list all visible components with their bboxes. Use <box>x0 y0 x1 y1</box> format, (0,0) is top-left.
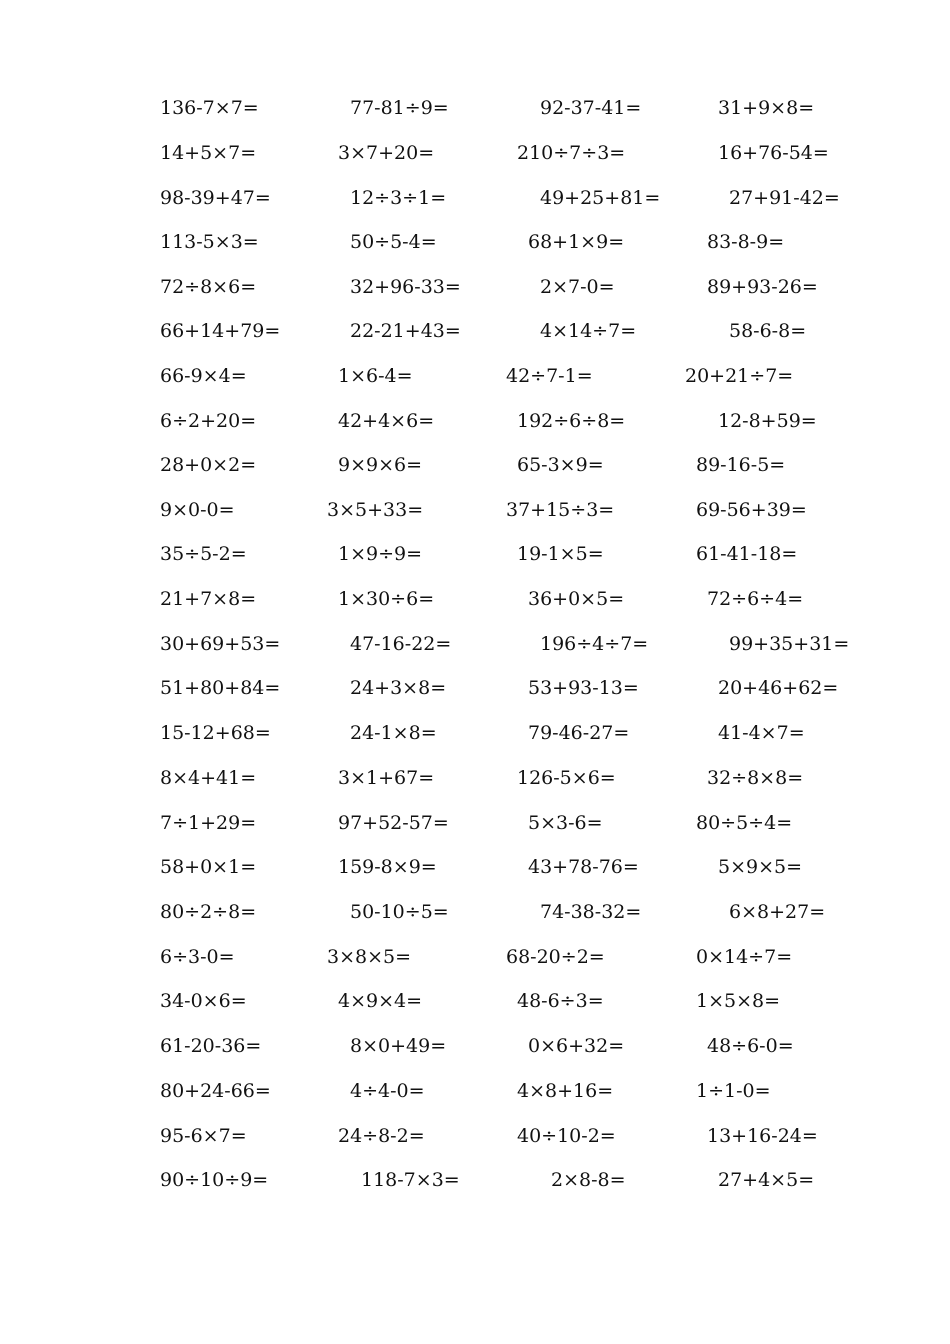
arithmetic-problem: 37+15÷3= <box>506 499 615 521</box>
problem-row <box>0 406 950 436</box>
arithmetic-problem: 3×5+33= <box>327 499 424 521</box>
problem-row <box>0 138 950 168</box>
arithmetic-problem: 27+4×5= <box>718 1169 815 1191</box>
arithmetic-problem: 118-7×3= <box>361 1169 460 1191</box>
arithmetic-problem: 51+80+84= <box>160 677 281 699</box>
arithmetic-problem: 58-6-8= <box>729 320 807 342</box>
problem-row <box>0 93 950 123</box>
arithmetic-problem: 47-16-22= <box>350 633 452 655</box>
problem-row <box>0 316 950 346</box>
arithmetic-problem: 32+96-33= <box>350 276 461 298</box>
arithmetic-problem: 90÷10÷9= <box>160 1169 269 1191</box>
arithmetic-problem: 19-1×5= <box>517 543 604 565</box>
arithmetic-problem: 42+4×6= <box>338 410 435 432</box>
arithmetic-problem: 7÷1+29= <box>160 812 257 834</box>
arithmetic-problem: 79-46-27= <box>528 722 630 744</box>
arithmetic-problem: 20+46+62= <box>718 677 839 699</box>
arithmetic-problem: 20+21÷7= <box>685 365 794 387</box>
problem-row <box>0 361 950 391</box>
problem-row <box>0 897 950 927</box>
arithmetic-problem: 80÷5÷4= <box>696 812 793 834</box>
arithmetic-problem: 35÷5-2= <box>160 543 247 565</box>
arithmetic-problem: 15-12+68= <box>160 722 271 744</box>
arithmetic-problem: 80+24-66= <box>160 1080 271 1102</box>
arithmetic-problem: 24-1×8= <box>350 722 437 744</box>
arithmetic-problem: 0×14÷7= <box>696 946 793 968</box>
arithmetic-problem: 69-56+39= <box>696 499 807 521</box>
arithmetic-problem: 210÷7÷3= <box>517 142 626 164</box>
problem-row <box>0 1121 950 1151</box>
arithmetic-problem: 22-21+43= <box>350 320 461 342</box>
arithmetic-problem: 49+25+81= <box>540 187 661 209</box>
problem-row <box>0 584 950 614</box>
arithmetic-problem: 113-5×3= <box>160 231 259 253</box>
arithmetic-problem: 5×3-6= <box>528 812 603 834</box>
arithmetic-problem: 1×9÷9= <box>338 543 423 565</box>
arithmetic-problem: 83-8-9= <box>707 231 785 253</box>
arithmetic-problem: 159-8×9= <box>338 856 437 878</box>
arithmetic-problem: 61-20-36= <box>160 1035 262 1057</box>
problem-row <box>0 718 950 748</box>
arithmetic-problem: 28+0×2= <box>160 454 257 476</box>
problem-row <box>0 450 950 480</box>
arithmetic-problem: 21+7×8= <box>160 588 257 610</box>
problem-row <box>0 227 950 257</box>
arithmetic-problem: 95-6×7= <box>160 1125 247 1147</box>
arithmetic-problem: 9×0-0= <box>160 499 235 521</box>
problem-row <box>0 539 950 569</box>
arithmetic-problem: 6×8+27= <box>729 901 826 923</box>
arithmetic-problem: 136-7×7= <box>160 97 259 119</box>
arithmetic-problem: 74-38-32= <box>540 901 642 923</box>
arithmetic-problem: 24÷8-2= <box>338 1125 425 1147</box>
problem-row <box>0 986 950 1016</box>
arithmetic-problem: 77-81÷9= <box>350 97 449 119</box>
arithmetic-problem: 61-41-18= <box>696 543 798 565</box>
problem-row <box>0 183 950 213</box>
arithmetic-problem: 48÷6-0= <box>707 1035 794 1057</box>
arithmetic-problem: 12-8+59= <box>718 410 817 432</box>
problem-row <box>0 763 950 793</box>
arithmetic-problem: 14+5×7= <box>160 142 257 164</box>
arithmetic-problem: 5×9×5= <box>718 856 803 878</box>
arithmetic-problem: 50÷5-4= <box>350 231 437 253</box>
arithmetic-problem: 3×7+20= <box>338 142 435 164</box>
arithmetic-problem: 42÷7-1= <box>506 365 593 387</box>
arithmetic-problem: 126-5×6= <box>517 767 616 789</box>
arithmetic-problem: 8×4+41= <box>160 767 257 789</box>
arithmetic-problem: 34-0×6= <box>160 990 247 1012</box>
arithmetic-problem: 98-39+47= <box>160 187 271 209</box>
arithmetic-problem: 53+93-13= <box>528 677 639 699</box>
problem-row <box>0 495 950 525</box>
arithmetic-problem: 36+0×5= <box>528 588 625 610</box>
arithmetic-problem: 89-16-5= <box>696 454 786 476</box>
arithmetic-problem: 66+14+79= <box>160 320 281 342</box>
arithmetic-problem: 80÷2÷8= <box>160 901 257 923</box>
problem-row <box>0 1165 950 1195</box>
arithmetic-problem: 3×8×5= <box>327 946 412 968</box>
arithmetic-problem: 0×6+32= <box>528 1035 625 1057</box>
arithmetic-problem: 192÷6÷8= <box>517 410 626 432</box>
arithmetic-problem: 1÷1-0= <box>696 1080 771 1102</box>
arithmetic-problem: 2×7-0= <box>540 276 615 298</box>
problem-row <box>0 942 950 972</box>
problem-row <box>0 852 950 882</box>
problem-row <box>0 808 950 838</box>
problem-row <box>0 1031 950 1061</box>
arithmetic-problem: 68-20÷2= <box>506 946 605 968</box>
arithmetic-problem: 6÷2+20= <box>160 410 257 432</box>
arithmetic-problem: 8×0+49= <box>350 1035 447 1057</box>
arithmetic-problem: 72÷8×6= <box>160 276 257 298</box>
arithmetic-problem: 4×8+16= <box>517 1080 614 1102</box>
arithmetic-problem: 40÷10-2= <box>517 1125 616 1147</box>
arithmetic-problem: 92-37-41= <box>540 97 642 119</box>
arithmetic-problem: 72÷6÷4= <box>707 588 804 610</box>
arithmetic-problem: 4÷4-0= <box>350 1080 425 1102</box>
arithmetic-problem: 30+69+53= <box>160 633 281 655</box>
arithmetic-problem: 89+93-26= <box>707 276 818 298</box>
problem-row <box>0 673 950 703</box>
problem-row <box>0 1076 950 1106</box>
arithmetic-problem: 97+52-57= <box>338 812 449 834</box>
arithmetic-problem: 48-6÷3= <box>517 990 604 1012</box>
arithmetic-problem: 1×6-4= <box>338 365 413 387</box>
arithmetic-problem: 31+9×8= <box>718 97 815 119</box>
arithmetic-problem: 43+78-76= <box>528 856 639 878</box>
arithmetic-problem: 13+16-24= <box>707 1125 818 1147</box>
arithmetic-problem: 196÷4÷7= <box>540 633 649 655</box>
arithmetic-problem: 24+3×8= <box>350 677 447 699</box>
arithmetic-problem: 12÷3÷1= <box>350 187 447 209</box>
arithmetic-problem: 68+1×9= <box>528 231 625 253</box>
arithmetic-problem: 1×30÷6= <box>338 588 435 610</box>
problem-row <box>0 272 950 302</box>
arithmetic-problem: 32÷8×8= <box>707 767 804 789</box>
arithmetic-problem: 3×1+67= <box>338 767 435 789</box>
arithmetic-problem: 2×8-8= <box>551 1169 626 1191</box>
arithmetic-problem: 58+0×1= <box>160 856 257 878</box>
arithmetic-problem: 16+76-54= <box>718 142 829 164</box>
arithmetic-problem: 50-10÷5= <box>350 901 449 923</box>
arithmetic-problem: 27+91-42= <box>729 187 840 209</box>
arithmetic-problem: 9×9×6= <box>338 454 423 476</box>
arithmetic-problem: 99+35+31= <box>729 633 850 655</box>
problem-row <box>0 629 950 659</box>
arithmetic-problem: 4×14÷7= <box>540 320 637 342</box>
arithmetic-problem: 4×9×4= <box>338 990 423 1012</box>
arithmetic-problem: 66-9×4= <box>160 365 247 387</box>
arithmetic-problem: 6÷3-0= <box>160 946 235 968</box>
arithmetic-problem: 41-4×7= <box>718 722 805 744</box>
arithmetic-problem: 65-3×9= <box>517 454 604 476</box>
arithmetic-problem: 1×5×8= <box>696 990 781 1012</box>
